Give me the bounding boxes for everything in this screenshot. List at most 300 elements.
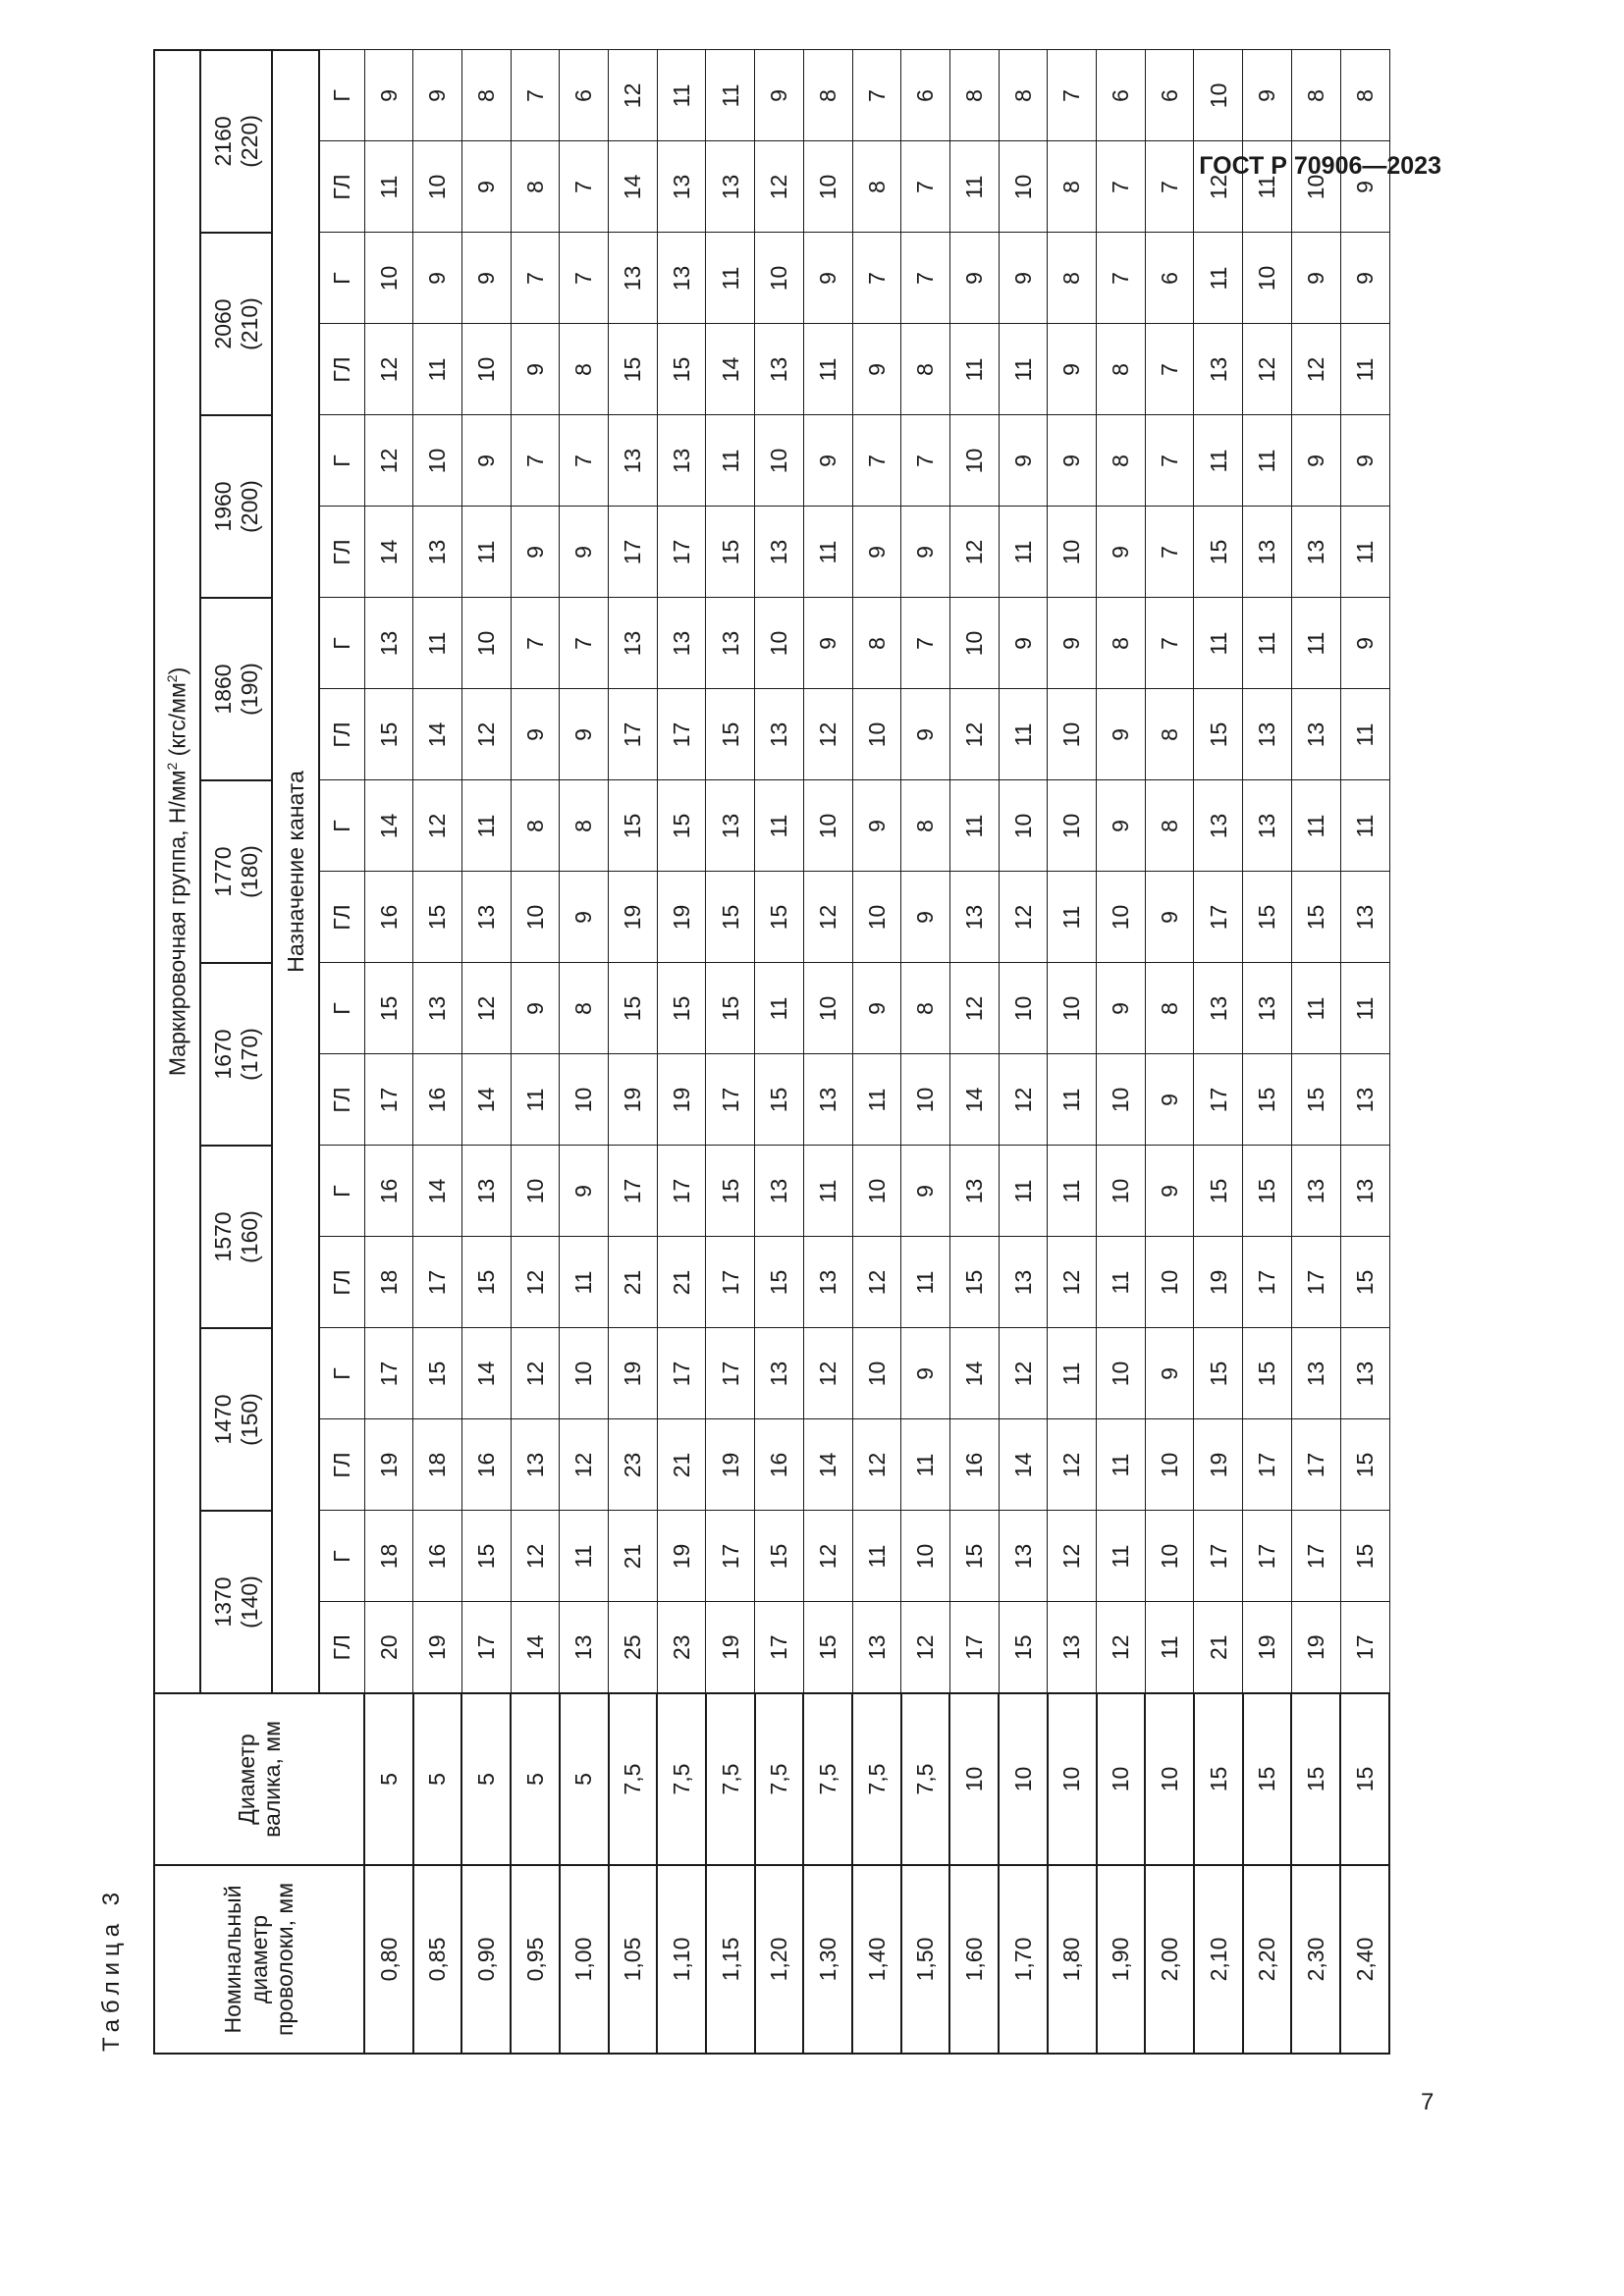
bend-count-cell: 8 xyxy=(1048,233,1097,324)
bend-count-cell: 13 xyxy=(1194,963,1243,1054)
roller-diameter-cell: 7,5 xyxy=(706,1693,755,1865)
table-row xyxy=(364,50,413,2054)
bend-count-cell: 21 xyxy=(657,1419,706,1511)
bend-count-cell: 9 xyxy=(1340,415,1389,507)
bend-count-cell: 13 xyxy=(1291,507,1340,598)
bend-count-cell: 17 xyxy=(1194,872,1243,963)
bend-count-cell: 11 xyxy=(1340,324,1389,415)
roller-diameter-cell: 5 xyxy=(511,1693,560,1865)
bend-count-cell: 12 xyxy=(999,1328,1048,1419)
bend-count-cell: 10 xyxy=(1097,1328,1146,1419)
bend-count-cell: 11 xyxy=(657,50,706,141)
bend-count-cell: 7 xyxy=(560,141,609,233)
bend-count-cell: 7 xyxy=(511,50,560,141)
bend-count-cell: 13 xyxy=(706,141,755,233)
purpose-subheader: Г xyxy=(319,1146,364,1237)
bend-count-cell: 10 xyxy=(852,1146,901,1237)
bend-count-cell: 21 xyxy=(609,1511,658,1602)
roller-diameter-cell: 5 xyxy=(364,1693,413,1865)
bend-count-cell: 6 xyxy=(901,50,950,141)
bend-count-cell: 16 xyxy=(364,1146,413,1237)
bend-count-cell: 18 xyxy=(364,1237,413,1328)
bend-count-cell: 9 xyxy=(999,415,1048,507)
bend-count-cell: 10 xyxy=(755,598,804,689)
bend-count-cell: 12 xyxy=(949,507,999,598)
header-marking-group: Маркировочная группа, $Н/мм^2$ $(кгс/мм^2)$ xyxy=(154,50,200,1693)
bend-count-cell: 8 xyxy=(1145,780,1194,872)
bend-count-cell: 14 xyxy=(949,1054,999,1146)
wire-diameter-cell: 1,90 xyxy=(1097,1865,1146,2054)
bend-count-cell: 10 xyxy=(852,689,901,780)
purpose-subheader: Г xyxy=(319,415,364,507)
bend-count-cell: 15 xyxy=(1243,1054,1292,1146)
header-roller-diameter: Диаметр валика, мм xyxy=(154,1693,364,1865)
bend-count-cell: 7 xyxy=(1048,50,1097,141)
bend-count-cell: 9 xyxy=(461,141,511,233)
bend-count-cell: 17 xyxy=(609,689,658,780)
bend-count-cell: 11 xyxy=(461,507,511,598)
bend-count-cell: 6 xyxy=(1097,50,1146,141)
bend-count-cell: 9 xyxy=(1145,1054,1194,1146)
roller-diameter-cell: 15 xyxy=(1291,1693,1340,1865)
bend-count-cell: 13 xyxy=(413,963,462,1054)
bend-count-cell: 17 xyxy=(1243,1511,1292,1602)
table-row xyxy=(901,50,950,2054)
bend-count-cell: 17 xyxy=(657,1146,706,1237)
bend-count-cell: 10 xyxy=(1243,233,1292,324)
bend-count-cell: 17 xyxy=(461,1602,511,1693)
bend-count-cell: 13 xyxy=(755,507,804,598)
bend-count-cell: 7 xyxy=(901,598,950,689)
bend-count-cell: 14 xyxy=(461,1054,511,1146)
bend-count-cell: 11 xyxy=(461,780,511,872)
bend-count-cell: 7 xyxy=(1145,507,1194,598)
bend-count-cell: 9 xyxy=(1291,233,1340,324)
bend-count-cell: 9 xyxy=(852,324,901,415)
bend-count-cell: 10 xyxy=(803,780,852,872)
bend-count-cell: 17 xyxy=(609,507,658,598)
bend-count-cell: 15 xyxy=(413,1328,462,1419)
table-row xyxy=(1145,50,1194,2054)
bend-count-cell: 13 xyxy=(803,1237,852,1328)
bend-count-cell: 17 xyxy=(706,1054,755,1146)
group-strength-nmm: 1960 xyxy=(210,481,237,532)
purpose-subheader: ГЛ xyxy=(319,141,364,233)
bend-count-cell: 13 xyxy=(511,1419,560,1511)
bend-count-cell: 17 xyxy=(657,507,706,598)
bend-count-cell: 11 xyxy=(1097,1511,1146,1602)
bend-count-cell: 8 xyxy=(1048,141,1097,233)
bend-count-cell: 10 xyxy=(1145,1237,1194,1328)
bend-count-cell: 11 xyxy=(1340,963,1389,1054)
purpose-subheader: ГЛ xyxy=(319,1419,364,1511)
bend-count-cell: 9 xyxy=(949,233,999,324)
bend-count-cell: 9 xyxy=(999,598,1048,689)
bend-count-cell: 25 xyxy=(609,1602,658,1693)
bend-count-cell: 9 xyxy=(803,598,852,689)
bend-count-cell: 10 xyxy=(413,415,462,507)
bend-count-cell: 13 xyxy=(999,1511,1048,1602)
bend-count-cell: 11 xyxy=(999,1146,1048,1237)
bend-count-cell: 9 xyxy=(1145,872,1194,963)
group-strength-kgf: (190) xyxy=(236,663,262,716)
bend-count-cell: 16 xyxy=(755,1419,804,1511)
group-strength-nmm: 1670 xyxy=(210,1029,237,1080)
wire-bending-table xyxy=(153,49,1390,2055)
roller-diameter-cell: 5 xyxy=(413,1693,462,1865)
bend-count-cell: 19 xyxy=(1243,1602,1292,1693)
bend-count-cell: 6 xyxy=(560,50,609,141)
bend-count-cell: 16 xyxy=(461,1419,511,1511)
bend-count-cell: 11 xyxy=(901,1237,950,1328)
bend-count-cell: 19 xyxy=(364,1419,413,1511)
bend-count-cell: 12 xyxy=(803,1328,852,1419)
bend-count-cell: 9 xyxy=(560,689,609,780)
bend-count-cell: 12 xyxy=(609,50,658,141)
bend-count-cell: 15 xyxy=(1194,689,1243,780)
group-header xyxy=(200,1511,272,1693)
wire-diameter-cell: 1,80 xyxy=(1048,1865,1097,2054)
table-row xyxy=(1340,50,1389,2054)
bend-count-cell: 15 xyxy=(461,1511,511,1602)
bend-count-cell: 14 xyxy=(706,324,755,415)
bend-count-cell: 8 xyxy=(999,50,1048,141)
bend-count-cell: 11 xyxy=(949,141,999,233)
group-strength-kgf: (140) xyxy=(236,1575,262,1629)
bend-count-cell: 15 xyxy=(755,1237,804,1328)
group-header xyxy=(200,415,272,598)
bend-count-cell: 11 xyxy=(999,689,1048,780)
bend-count-cell: 23 xyxy=(609,1419,658,1511)
bend-count-cell: 9 xyxy=(852,780,901,872)
bend-count-cell: 10 xyxy=(1097,1054,1146,1146)
group-header xyxy=(200,598,272,780)
bend-count-cell: 11 xyxy=(803,1146,852,1237)
bend-count-cell: 17 xyxy=(1340,1602,1389,1693)
bend-count-cell: 17 xyxy=(706,1237,755,1328)
bend-count-cell: 17 xyxy=(1291,1419,1340,1511)
group-strength-nmm: 1860 xyxy=(210,664,237,715)
bend-count-cell: 10 xyxy=(1194,50,1243,141)
group-strength-kgf: (180) xyxy=(236,845,262,898)
bend-count-cell: 11 xyxy=(1048,1054,1097,1146)
bend-count-cell: 17 xyxy=(1291,1511,1340,1602)
bend-count-cell: 10 xyxy=(901,1054,950,1146)
bend-count-cell: 15 xyxy=(657,963,706,1054)
bend-count-cell: 9 xyxy=(511,507,560,598)
table-row xyxy=(803,50,852,2054)
bend-count-cell: 10 xyxy=(1097,1146,1146,1237)
bend-count-cell: 9 xyxy=(413,50,462,141)
wire-diameter-cell: 1,00 xyxy=(560,1865,609,2054)
roller-diameter-cell: 7,5 xyxy=(803,1693,852,1865)
bend-count-cell: 15 xyxy=(1194,1146,1243,1237)
bend-count-cell: 13 xyxy=(1243,963,1292,1054)
bend-count-cell: 13 xyxy=(1194,780,1243,872)
bend-count-cell: 11 xyxy=(755,780,804,872)
bend-count-cell: 15 xyxy=(949,1511,999,1602)
bend-count-cell: 15 xyxy=(1243,1328,1292,1419)
bend-count-cell: 9 xyxy=(1048,324,1097,415)
group-strength-kgf: (160) xyxy=(236,1210,262,1263)
bend-count-cell: 11 xyxy=(999,507,1048,598)
bend-count-cell: 15 xyxy=(1340,1237,1389,1328)
roller-diameter-cell: 10 xyxy=(1097,1693,1146,1865)
group-strength-kgf: (150) xyxy=(236,1393,262,1446)
group-strength-nmm: 1370 xyxy=(210,1576,237,1628)
page-number: 7 xyxy=(1421,2089,1435,2115)
bend-count-cell: 7 xyxy=(560,233,609,324)
bend-count-cell: 10 xyxy=(364,233,413,324)
bend-count-cell: 17 xyxy=(364,1328,413,1419)
table-row xyxy=(999,50,1048,2054)
bend-count-cell: 19 xyxy=(657,1511,706,1602)
bend-count-cell: 9 xyxy=(901,507,950,598)
bend-count-cell: 13 xyxy=(657,233,706,324)
bend-count-cell: 21 xyxy=(1194,1602,1243,1693)
bend-count-cell: 12 xyxy=(511,1328,560,1419)
bend-count-cell: 13 xyxy=(609,415,658,507)
bend-count-cell: 15 xyxy=(999,1602,1048,1693)
bend-count-cell: 12 xyxy=(803,872,852,963)
bend-count-cell: 11 xyxy=(1243,415,1292,507)
bend-count-cell: 15 xyxy=(461,1237,511,1328)
bend-count-cell: 11 xyxy=(1291,963,1340,1054)
bend-count-cell: 10 xyxy=(999,141,1048,233)
bend-count-cell: 9 xyxy=(852,963,901,1054)
bend-count-cell: 9 xyxy=(511,963,560,1054)
bend-count-cell: 11 xyxy=(413,598,462,689)
bend-count-cell: 15 xyxy=(706,872,755,963)
header-rope-purpose: Назначение каната xyxy=(272,50,319,1693)
bend-count-cell: 12 xyxy=(1243,324,1292,415)
bend-count-cell: 11 xyxy=(1340,780,1389,872)
bend-count-cell: 13 xyxy=(1194,324,1243,415)
bend-count-cell: 11 xyxy=(1243,141,1292,233)
wire-diameter-cell: 1,40 xyxy=(852,1865,901,2054)
bend-count-cell: 15 xyxy=(1291,872,1340,963)
table-row xyxy=(1243,50,1292,2054)
bend-count-cell: 13 xyxy=(755,689,804,780)
bend-count-cell: 13 xyxy=(461,1146,511,1237)
bend-count-cell: 9 xyxy=(461,415,511,507)
bend-count-cell: 13 xyxy=(1340,1328,1389,1419)
bend-count-cell: 9 xyxy=(511,689,560,780)
bend-count-cell: 15 xyxy=(1194,507,1243,598)
purpose-subheader: Г xyxy=(319,598,364,689)
roller-diameter-cell: 7,5 xyxy=(657,1693,706,1865)
wire-diameter-cell: 2,10 xyxy=(1194,1865,1243,2054)
bend-count-cell: 19 xyxy=(657,872,706,963)
table-row xyxy=(949,50,999,2054)
bend-count-cell: 13 xyxy=(657,415,706,507)
bend-count-cell: 17 xyxy=(706,1511,755,1602)
bend-count-cell: 10 xyxy=(461,324,511,415)
bend-count-cell: 9 xyxy=(901,1146,950,1237)
roller-diameter-cell: 10 xyxy=(999,1693,1048,1865)
roller-diameter-cell: 15 xyxy=(1243,1693,1292,1865)
bend-count-cell: 19 xyxy=(1291,1602,1340,1693)
wire-diameter-cell: 2,40 xyxy=(1340,1865,1389,2054)
table-row xyxy=(852,50,901,2054)
bend-count-cell: 19 xyxy=(609,1054,658,1146)
bend-count-cell: 11 xyxy=(901,1419,950,1511)
bend-count-cell: 8 xyxy=(1145,689,1194,780)
bend-count-cell: 15 xyxy=(755,872,804,963)
bend-count-cell: 10 xyxy=(803,141,852,233)
bend-count-cell: 8 xyxy=(1340,50,1389,141)
group-strength-kgf: (220) xyxy=(236,115,262,168)
bend-count-cell: 15 xyxy=(364,689,413,780)
bend-count-cell: 13 xyxy=(706,780,755,872)
bend-count-cell: 7 xyxy=(1145,324,1194,415)
bend-count-cell: 13 xyxy=(803,1054,852,1146)
table-row xyxy=(413,50,462,2054)
bend-count-cell: 10 xyxy=(999,780,1048,872)
bend-count-cell: 15 xyxy=(706,1146,755,1237)
bend-count-cell: 8 xyxy=(1097,415,1146,507)
bend-count-cell: 8 xyxy=(852,141,901,233)
bend-count-cell: 9 xyxy=(560,872,609,963)
group-header xyxy=(200,780,272,963)
bend-count-cell: 8 xyxy=(511,141,560,233)
bend-count-cell: 13 xyxy=(560,1602,609,1693)
bend-count-cell: 13 xyxy=(609,598,658,689)
group-strength-nmm: 2060 xyxy=(210,298,237,349)
bend-count-cell: 13 xyxy=(1291,1146,1340,1237)
roller-diameter-cell: 10 xyxy=(1048,1693,1097,1865)
roller-diameter-cell: 15 xyxy=(1194,1693,1243,1865)
group-header xyxy=(200,50,272,233)
bend-count-cell: 10 xyxy=(852,872,901,963)
bend-count-cell: 7 xyxy=(852,50,901,141)
bend-count-cell: 8 xyxy=(901,780,950,872)
bend-count-cell: 15 xyxy=(609,963,658,1054)
bend-count-cell: 11 xyxy=(1145,1602,1194,1693)
bend-count-cell: 10 xyxy=(949,415,999,507)
bend-count-cell: 20 xyxy=(364,1602,413,1693)
bend-count-cell: 10 xyxy=(901,1511,950,1602)
bend-count-cell: 15 xyxy=(755,1054,804,1146)
bend-count-cell: 8 xyxy=(1097,324,1146,415)
purpose-subheader: Г xyxy=(319,50,364,141)
purpose-subheader: ГЛ xyxy=(319,1054,364,1146)
bend-count-cell: 11 xyxy=(1097,1419,1146,1511)
roller-diameter-cell: 7,5 xyxy=(901,1693,950,1865)
bend-count-cell: 17 xyxy=(609,1146,658,1237)
bend-count-cell: 13 xyxy=(461,872,511,963)
bend-count-cell: 6 xyxy=(1145,233,1194,324)
bend-count-cell: 9 xyxy=(901,872,950,963)
bend-count-cell: 10 xyxy=(413,141,462,233)
bend-count-cell: 11 xyxy=(560,1237,609,1328)
bend-count-cell: 10 xyxy=(755,415,804,507)
bend-count-cell: 12 xyxy=(1048,1237,1097,1328)
bend-count-cell: 13 xyxy=(852,1602,901,1693)
purpose-subheader: Г xyxy=(319,780,364,872)
group-header xyxy=(200,1146,272,1328)
bend-count-cell: 17 xyxy=(949,1602,999,1693)
bend-count-cell: 18 xyxy=(364,1511,413,1602)
bend-count-cell: 14 xyxy=(461,1328,511,1419)
purpose-subheader: ГЛ xyxy=(319,507,364,598)
bend-count-cell: 8 xyxy=(852,598,901,689)
bend-count-cell: 12 xyxy=(413,780,462,872)
bend-count-cell: 12 xyxy=(461,689,511,780)
bend-count-cell: 8 xyxy=(560,324,609,415)
bend-count-cell: 16 xyxy=(413,1511,462,1602)
bend-count-cell: 10 xyxy=(511,872,560,963)
roller-diameter-cell: 15 xyxy=(1340,1693,1389,1865)
bend-count-cell: 11 xyxy=(1194,415,1243,507)
bend-count-cell: 10 xyxy=(1048,780,1097,872)
bend-count-cell: 8 xyxy=(901,324,950,415)
bend-count-cell: 19 xyxy=(413,1602,462,1693)
wire-diameter-cell: 1,15 xyxy=(706,1865,755,2054)
bend-count-cell: 17 xyxy=(657,1328,706,1419)
bend-count-cell: 7 xyxy=(511,233,560,324)
bend-count-cell: 12 xyxy=(511,1237,560,1328)
bend-count-cell: 17 xyxy=(1291,1237,1340,1328)
bend-count-cell: 11 xyxy=(364,141,413,233)
bend-count-cell: 12 xyxy=(560,1419,609,1511)
bend-count-cell: 15 xyxy=(755,1511,804,1602)
bend-count-cell: 9 xyxy=(803,415,852,507)
roller-diameter-cell: 5 xyxy=(560,1693,609,1865)
bend-count-cell: 17 xyxy=(755,1602,804,1693)
roller-diameter-cell: 7,5 xyxy=(609,1693,658,1865)
bend-count-cell: 18 xyxy=(413,1419,462,1511)
bend-count-cell: 10 xyxy=(755,233,804,324)
wire-diameter-cell: 0,95 xyxy=(511,1865,560,2054)
bend-count-cell: 12 xyxy=(852,1419,901,1511)
bend-count-cell: 11 xyxy=(413,324,462,415)
bend-count-cell: 11 xyxy=(852,1511,901,1602)
bend-count-cell: 17 xyxy=(413,1237,462,1328)
bend-count-cell: 19 xyxy=(1194,1419,1243,1511)
purpose-subheader: ГЛ xyxy=(319,324,364,415)
bend-count-cell: 7 xyxy=(852,233,901,324)
group-strength-kgf: (210) xyxy=(236,297,262,350)
bend-count-cell: 11 xyxy=(706,50,755,141)
bend-count-cell: 12 xyxy=(364,415,413,507)
bend-count-cell: 13 xyxy=(1048,1602,1097,1693)
bend-count-cell: 13 xyxy=(609,233,658,324)
bend-count-cell: 9 xyxy=(560,1146,609,1237)
bend-count-cell: 10 xyxy=(1145,1419,1194,1511)
bend-count-cell: 11 xyxy=(1048,872,1097,963)
bend-count-cell: 13 xyxy=(755,1328,804,1419)
wire-diameter-cell: 2,20 xyxy=(1243,1865,1292,2054)
bend-count-cell: 8 xyxy=(1291,50,1340,141)
bend-count-cell: 11 xyxy=(949,780,999,872)
bend-count-cell: 11 xyxy=(1194,598,1243,689)
bend-count-cell: 6 xyxy=(1145,50,1194,141)
bend-count-cell: 17 xyxy=(364,1054,413,1146)
bend-count-cell: 11 xyxy=(1291,780,1340,872)
bend-count-cell: 8 xyxy=(560,963,609,1054)
bend-count-cell: 9 xyxy=(364,50,413,141)
wire-diameter-cell: 1,20 xyxy=(755,1865,804,2054)
bend-count-cell: 16 xyxy=(949,1419,999,1511)
bend-count-cell: 10 xyxy=(949,598,999,689)
bend-count-cell: 11 xyxy=(1048,1328,1097,1419)
bend-count-cell: 15 xyxy=(706,963,755,1054)
group-strength-nmm: 1470 xyxy=(210,1394,237,1445)
table-row xyxy=(755,50,804,2054)
purpose-subheader: Г xyxy=(319,1511,364,1602)
bend-count-cell: 10 xyxy=(511,1146,560,1237)
